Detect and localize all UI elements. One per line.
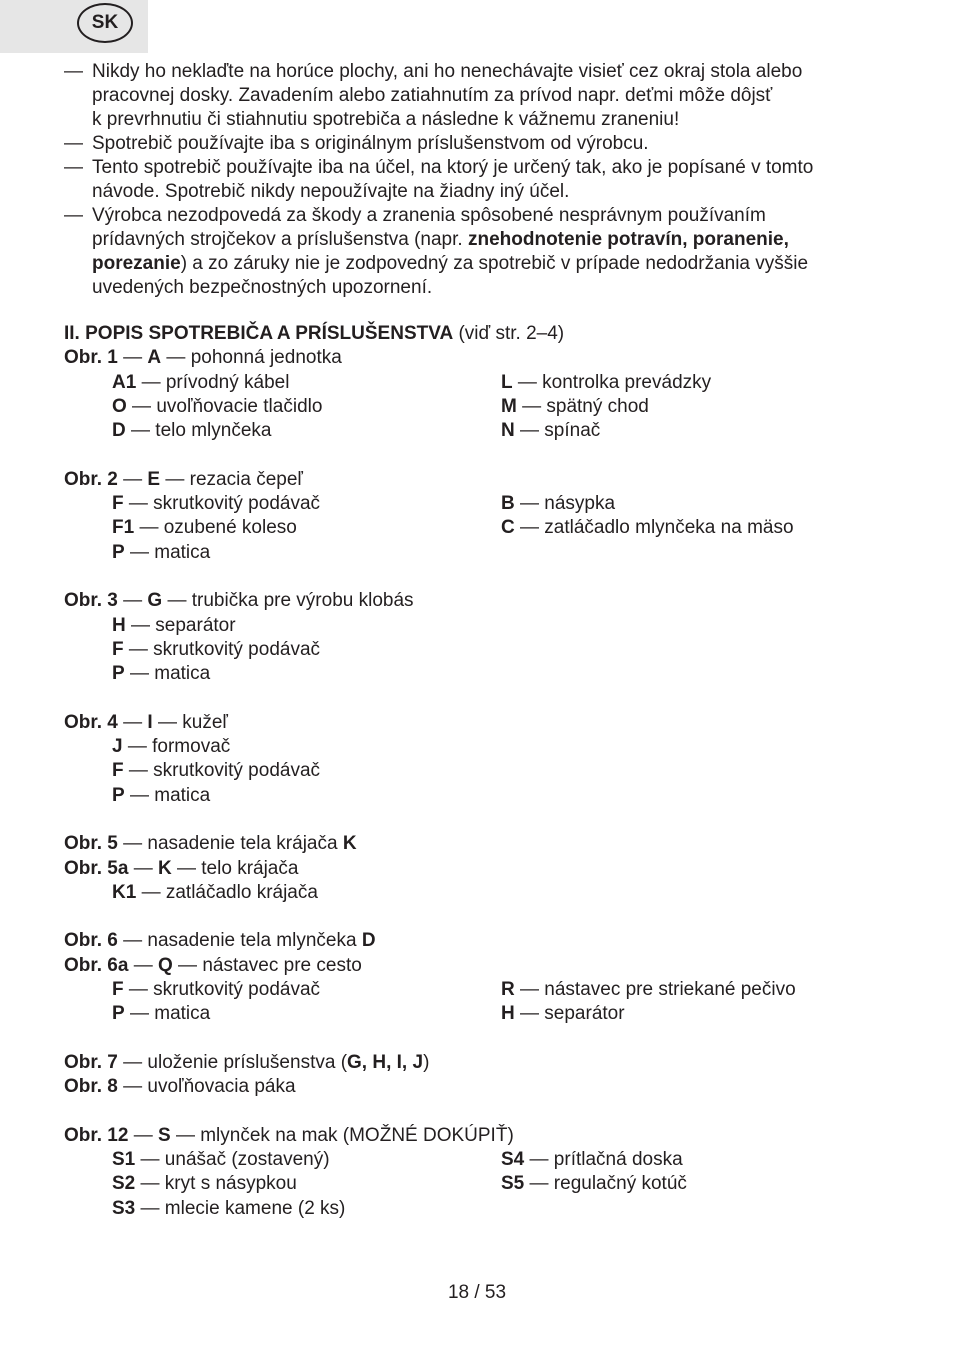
spacer: [64, 808, 884, 832]
part-code: F: [112, 493, 124, 515]
section-note: (viď str. 2–4): [453, 323, 565, 344]
part-text: — matica: [124, 1003, 211, 1025]
part-row: [64, 371, 884, 395]
part-code: H: [501, 1003, 515, 1025]
part-text: — nasadenie tela mlynčeka: [117, 930, 362, 952]
part-item: [501, 395, 649, 419]
part-code: S: [157, 1124, 171, 1146]
part-code: A1: [112, 371, 137, 393]
part-item: [501, 978, 796, 1002]
part-item: [112, 735, 230, 759]
part-text: — uvoľňovacia páka: [117, 1076, 296, 1098]
figure-heading-obr-3: [64, 589, 884, 613]
part-text: — nástavec pre cesto: [172, 954, 362, 976]
part-row: [64, 759, 884, 783]
part-text: — separátor: [125, 614, 236, 636]
figure-heading-obr-8: [64, 1075, 884, 1099]
separator: —: [117, 468, 148, 490]
section-heading: [64, 322, 884, 346]
part-item: [112, 1002, 210, 1026]
part-text: — násypka: [514, 493, 616, 515]
separator: —: [117, 590, 148, 612]
part-code: K: [157, 857, 172, 879]
part-row: [64, 1172, 884, 1196]
part-text: — skrutkovitý podávač: [123, 493, 321, 515]
part-row: [64, 614, 884, 638]
part-text: — matica: [124, 784, 211, 806]
figure-label: Obr. 8: [64, 1076, 118, 1098]
bullet-text: prídavných strojčekov a príslušenstva (napr.: [92, 229, 468, 250]
part-code: G: [147, 590, 163, 612]
spacer: [64, 1100, 884, 1124]
part-item: [112, 759, 320, 783]
bullet-bold-text: porezanie: [92, 253, 181, 274]
part-row: [64, 1002, 884, 1026]
part-item: [112, 541, 210, 565]
part-code: S2: [112, 1173, 136, 1195]
part-item: [112, 395, 322, 419]
part-item: [501, 492, 615, 516]
part-text: — spínač: [514, 420, 601, 442]
part-code: F: [112, 979, 124, 1001]
part-row: [64, 662, 884, 686]
part-row: [64, 1148, 884, 1172]
part-code: S4: [501, 1149, 525, 1171]
part-text: — mlecie kamene (2 ks): [135, 1197, 346, 1219]
part-code: S1: [112, 1149, 136, 1171]
part-item: [501, 1002, 625, 1026]
bullet-line: [92, 252, 884, 276]
part-code: E: [147, 468, 161, 490]
figure-label: Obr. 5a: [64, 857, 129, 879]
part-text: — kontrolka prevádzky: [512, 371, 712, 393]
bullet-line: Tento spotrebič používajte iba na účel, na ktorý je určený tak, ako je popísané v tomto: [92, 157, 814, 178]
bullet-line: uvedených bezpečnostných upozornení.: [92, 277, 433, 298]
figure-label: Obr. 6a: [64, 954, 129, 976]
figure-label: Obr. 6: [64, 930, 118, 952]
page-number: 18 / 53: [447, 1282, 507, 1303]
part-text: — prívodný kábel: [136, 371, 290, 393]
part-code: P: [112, 784, 125, 806]
part-code: P: [112, 541, 125, 563]
part-code: R: [501, 979, 515, 1001]
parts-description-section: [64, 322, 884, 1221]
part-item: [112, 1197, 345, 1221]
spacer: [64, 686, 884, 710]
part-row: [64, 516, 884, 540]
part-item: [501, 516, 794, 540]
part-text: — telo mlynčeka: [125, 420, 272, 442]
part-item: [112, 492, 320, 516]
separator: —: [117, 347, 148, 369]
part-code: N: [501, 420, 515, 442]
part-code: F1: [112, 517, 135, 539]
dash: —: [64, 61, 83, 82]
figure-label: Obr. 3: [64, 590, 118, 612]
part-row: [64, 784, 884, 808]
section-title: II. POPIS SPOTREBIČA A PRÍSLUŠENSTVA: [64, 323, 454, 344]
part-text: — skrutkovitý podávač: [123, 638, 321, 660]
part-text: — spätný chod: [516, 395, 649, 417]
bullet-line: Výrobca nezodpovedá za škody a zranenia spôsobené nesprávnym používaním: [92, 205, 766, 226]
part-code: P: [112, 1003, 125, 1025]
part-row: [64, 419, 884, 443]
separator: —: [128, 954, 158, 976]
dash: —: [64, 133, 83, 154]
bullet-line: Spotrebič používajte iba s originálnym príslušenstvom od výrobcu.: [92, 133, 649, 154]
part-item: [501, 1172, 687, 1196]
part-text: — kryt s násypkou: [135, 1173, 297, 1195]
part-row: [64, 1197, 884, 1221]
part-row: [64, 395, 884, 419]
figure-label: Obr. 5: [64, 833, 118, 855]
part-row: [64, 492, 884, 516]
figure-heading-obr-5: [64, 832, 884, 856]
part-text: — uvoľňovacie tlačidlo: [126, 395, 323, 417]
bullet-item: [64, 60, 884, 132]
part-item: [112, 1148, 330, 1172]
part-code: C: [501, 517, 515, 539]
part-code: O: [112, 395, 127, 417]
figure-label: Obr. 7: [64, 1051, 118, 1073]
part-code: D: [112, 420, 126, 442]
part-text: — separátor: [514, 1003, 625, 1025]
bullet-line: k prevrhnutiu či stiahnutiu spotrebiča a následne k vážnemu zraneniu!: [92, 109, 680, 130]
part-text: — kužeľ: [152, 711, 228, 733]
part-row: [64, 978, 884, 1002]
part-row: [64, 735, 884, 759]
part-text: — skrutkovitý podávač: [123, 760, 321, 782]
language-tab: [0, 0, 148, 53]
separator: —: [128, 857, 158, 879]
part-code: K1: [112, 881, 137, 903]
bullet-line: Nikdy ho neklaďte na horúce plochy, ani ho nenechávajte visieť cez okraj stola alebo: [92, 61, 803, 82]
part-code: K: [342, 833, 357, 855]
part-code: B: [501, 493, 515, 515]
part-item: [112, 638, 320, 662]
part-text: — skrutkovitý podávač: [123, 979, 321, 1001]
part-item: [501, 371, 711, 395]
part-item: [112, 419, 271, 443]
bullet-item: [64, 156, 884, 204]
figure-heading-obr-6: [64, 929, 884, 953]
part-item: [112, 614, 236, 638]
figure-heading-obr-12: [64, 1124, 884, 1148]
figure-label: Obr. 1: [64, 347, 118, 369]
part-code: J: [112, 736, 123, 758]
part-item: [112, 371, 289, 395]
figure-heading-obr-7: [64, 1051, 884, 1075]
part-text: — pohonná jednotka: [161, 347, 342, 369]
part-text: — formovač: [122, 736, 231, 758]
part-text: — matica: [124, 663, 211, 685]
part-code: L: [501, 371, 513, 393]
figure-label: Obr. 4: [64, 711, 118, 733]
spacer: [64, 565, 884, 589]
part-row: [64, 638, 884, 662]
part-item: [112, 978, 320, 1002]
bullet-bold-text: znehodnotenie potravín, poranenie,: [467, 229, 789, 250]
part-text: — zatláčadlo krájača: [136, 881, 318, 903]
part-text: — nástavec pre striekané pečivo: [514, 979, 796, 1001]
part-row: [64, 541, 884, 565]
safety-bullet-list: [64, 60, 884, 300]
part-item: [501, 419, 600, 443]
bullet-item: [64, 204, 884, 300]
part-text: — nasadenie tela krájača: [117, 833, 343, 855]
part-text: — trubička pre výrobu klobás: [162, 590, 414, 612]
part-text: — uloženie príslušenstva (: [117, 1051, 348, 1073]
figure-label: Obr. 12: [64, 1124, 129, 1146]
part-item: [112, 881, 318, 905]
part-text: — telo krájača: [171, 857, 299, 879]
part-code: H: [112, 614, 126, 636]
part-code: I: [147, 711, 153, 733]
figure-label: Obr. 2: [64, 468, 118, 490]
part-row: [64, 881, 884, 905]
part-code: M: [501, 395, 517, 417]
part-code: Q: [157, 954, 173, 976]
part-code: F: [112, 638, 124, 660]
spacer: [64, 905, 884, 929]
part-text: — matica: [124, 541, 211, 563]
part-item: [112, 1172, 297, 1196]
spacer: [64, 443, 884, 467]
part-text: — zatláčadlo mlynčeka na mäso: [514, 517, 794, 539]
part-code: D: [361, 930, 376, 952]
bullet-item: [64, 132, 884, 156]
part-code: A: [147, 347, 162, 369]
part-code: G, H, I, J: [347, 1051, 424, 1073]
bullet-line: návode. Spotrebič nikdy nepoužívajte na žiadny iný účel.: [92, 181, 570, 202]
bullet-text: ) a zo záruky nie je zodpovedný za spotrebič v prípade nedodržania vyššie: [180, 253, 809, 274]
separator: —: [117, 711, 148, 733]
part-text: — unášač (zostavený): [135, 1149, 330, 1171]
part-code: S5: [501, 1173, 525, 1195]
part-text: — rezacia čepeľ: [160, 468, 303, 490]
part-text: — ozubené koleso: [134, 517, 297, 539]
dash: —: [64, 157, 83, 178]
bullet-line: pracovnej dosky. Zavadením alebo zatiahnutím za prívod napr. deťmi môže dôjsť: [92, 85, 773, 106]
part-item: [112, 784, 210, 808]
figure-heading-obr-2: [64, 468, 884, 492]
language-badge: SK: [77, 3, 133, 43]
figure-heading-obr-5a: [64, 857, 884, 881]
part-text: — mlynček na mak (MOŽNÉ DOKÚPIŤ): [170, 1124, 514, 1146]
figure-heading-obr-4: [64, 711, 884, 735]
separator: —: [128, 1124, 158, 1146]
part-code: F: [112, 760, 124, 782]
figure-heading-obr-1: [64, 346, 884, 370]
spacer: [64, 1027, 884, 1051]
part-item: [112, 662, 210, 686]
part-item: [501, 1148, 683, 1172]
bullet-line: [92, 228, 884, 252]
part-text: — prítlačná doska: [524, 1149, 683, 1171]
part-text: ): [423, 1051, 430, 1073]
part-text: — regulačný kotúč: [524, 1173, 687, 1195]
part-code: P: [112, 663, 125, 685]
part-code: S3: [112, 1197, 136, 1219]
part-item: [112, 516, 297, 540]
dash: —: [64, 205, 83, 226]
figure-heading-obr-6a: [64, 954, 884, 978]
